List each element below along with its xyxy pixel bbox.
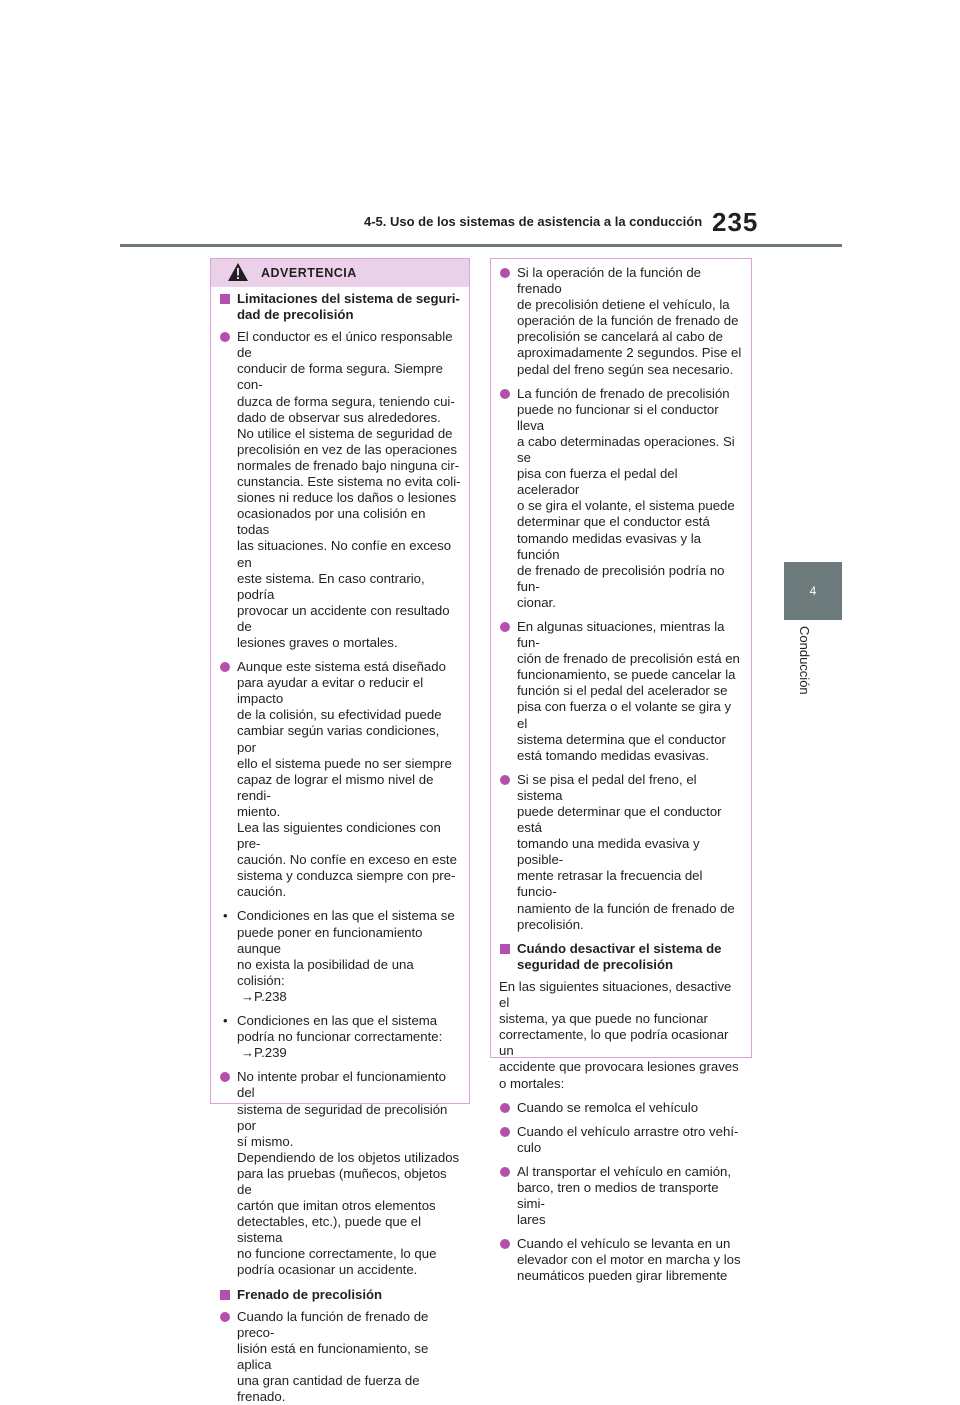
warning-header [211,259,469,287]
list-item-text: Si la operación de la función de frenado de precolisión detiene el vehículo, la operación de la función de frenado de precolisión se cancelará al cabo de aproximadamente 2 segundos. Pise el pedal del freno según sea necesario. [517,265,742,377]
list-item [219,659,461,900]
list-item [499,619,743,764]
circle-bullet-icon [500,389,510,399]
list-item-text: Aunque este sistema está diseñado para ayudar a evitar o reducir el impacto de la colisión, su efectividad puede cambiar según varias condiciones, por ello el sistema puede no ser siempre capaz de lograr el mismo nivel de rendi- miento. Lea las siguientes condiciones con pre- caución. No confíe en exceso en este sistema y conduzca siempre con pre- caución. [237,659,457,900]
list-item [499,386,743,611]
list-item [499,772,743,933]
sub-list-item [219,908,461,1005]
sub-list-item [219,1013,461,1061]
circle-bullet-icon [500,1103,510,1113]
circle-bullet-icon [500,622,510,632]
chapter-number: 4 [809,584,817,598]
list-item-text: En algunas situaciones, mientras la fun- ción de frenado de precolisión está en funcionamiento, se puede cancelar la función si el pedal del acelerador se pisa con fuerza o el volante se gira y el sistema determina que el conductor está tomando medidas evasivas. [517,618,740,763]
page-reference[interactable] [237,989,461,1005]
dot-bullet-icon: • [223,908,228,924]
list-item-text: Si se pisa el pedal del freno, el sistema puede determinar que el conductor está tomando una medida evasiva y posible- mente retrasar la frecuencia del funcio- namiento de la función de frenado de precolisión. [517,771,735,932]
list-item [499,1100,743,1116]
list-item-text: Cuando la función de frenado de preco- lisión está en funcionamiento, se aplica una gran cantidad de fuerza de frenado. [237,1308,429,1405]
list-item [499,1236,743,1284]
paragraph: En las siguientes situaciones, desactive el sistema, ya que puede no funcionar correctamente, lo que podría ocasionar un accidente que provocara lesiones graves o mortales: [499,978,739,1091]
square-bullet-icon [220,294,230,304]
list-item [499,1124,743,1156]
warning-label: ADVERTENCIA [261,266,357,280]
list-item-text: Al transportar el vehículo en camión, barco, tren o medios de transporte simi- lares [517,1163,732,1228]
list-item-text: El conductor es el único responsable de conducir de forma segura. Siempre con- duzca de forma segura, teniendo cui- dado de observar sus alrededores. No utilice el sistema de seguridad de precolisión en vez de las operaciones normales de frenado bajo ninguna cir- cunstancia. Este sistema no evita coli- siones ni reduce los daños o lesiones ocasionados por una colisión en todas las situaciones. No confíe en exceso en este sistema. En caso contrario, podría provocar un accidente con resultado de lesiones graves o mortales. [237,329,461,650]
list-item [219,1309,461,1405]
warning-triangle-icon [227,262,249,282]
page-reference[interactable] [237,1045,461,1061]
arrow-right-icon: → [241,1045,254,1061]
section-heading-text: Frenado de precolisión [237,1286,383,1302]
list-item [499,265,743,378]
page-reference-text[interactable]: P.238 [254,988,287,1004]
circle-bullet-icon [500,1239,510,1249]
page-number: 235 [712,207,759,237]
dot-bullet-icon: • [223,1013,228,1029]
list-item [219,1069,461,1278]
list-item-text: No intente probar el funcionamiento del sistema de seguridad de precolisión por sí mismo. Dependiendo de los objetos utilizados para las pruebas (muñecos, objetos de cartón que imitan otros elementos detectables, etc.), puede que el sistema no funcione correctamente, lo que podría ocasionar un accidente. [237,1069,460,1278]
circle-bullet-icon [220,662,230,672]
circle-bullet-icon [500,1127,510,1137]
section-heading-text: Cuándo desactivar el sistema de seguridad de precolisión [517,940,722,972]
list-item-text: Cuando se remolca el vehículo [517,1099,699,1115]
list-item-text: Cuando el vehículo se levanta en un elevador con el motor en marcha y los neumáticos pueden girar libremente [517,1236,741,1284]
section-heading-text: Limitaciones del sistema de seguri- dad de precolisión [237,291,460,323]
chapter-label: Conducción [797,626,812,695]
section-heading-deactivate [499,941,743,973]
list-item-text: La función de frenado de precolisión puede no funcionar si el conductor lleva a cabo determinadas operaciones. Si se pisa con fuerza el pedal del acelerador o se gira el volante, el sistema puede determinar que el conductor está tomando medidas evasivas y la función de frenado de precolisión podría no fun- cionar. [517,385,735,610]
circle-bullet-icon [500,1167,510,1177]
page-reference-text[interactable]: P.239 [254,1045,287,1061]
warning-box-right [490,258,752,1284]
square-bullet-icon [220,1290,230,1300]
header-rule [120,244,842,247]
section-title: 4-5. Uso de los sistemas de asistencia a la conducción [364,214,703,229]
square-bullet-icon [500,944,510,954]
sub-list-item-text: Condiciones en las que el sistema se puede poner en funcionamiento aunque no exista la posibilidad de una colisión: [237,908,455,988]
list-item [499,1164,743,1228]
section-heading-precollision-braking [219,1287,461,1303]
circle-bullet-icon [220,1312,230,1322]
list-item-text: Cuando el vehículo arrastre otro vehí- culo [517,1123,739,1155]
list-item [219,329,461,651]
circle-bullet-icon [500,775,510,785]
circle-bullet-icon [220,1072,230,1082]
sub-list-item-text: Condiciones en las que el sistema podría no funcionar correctamente: [237,1013,443,1045]
circle-bullet-icon [500,268,510,278]
warning-box-left [210,258,470,1405]
arrow-right-icon: → [241,988,254,1004]
circle-bullet-icon [220,332,230,342]
section-heading-limitations [219,291,461,323]
chapter-tab [784,562,842,620]
